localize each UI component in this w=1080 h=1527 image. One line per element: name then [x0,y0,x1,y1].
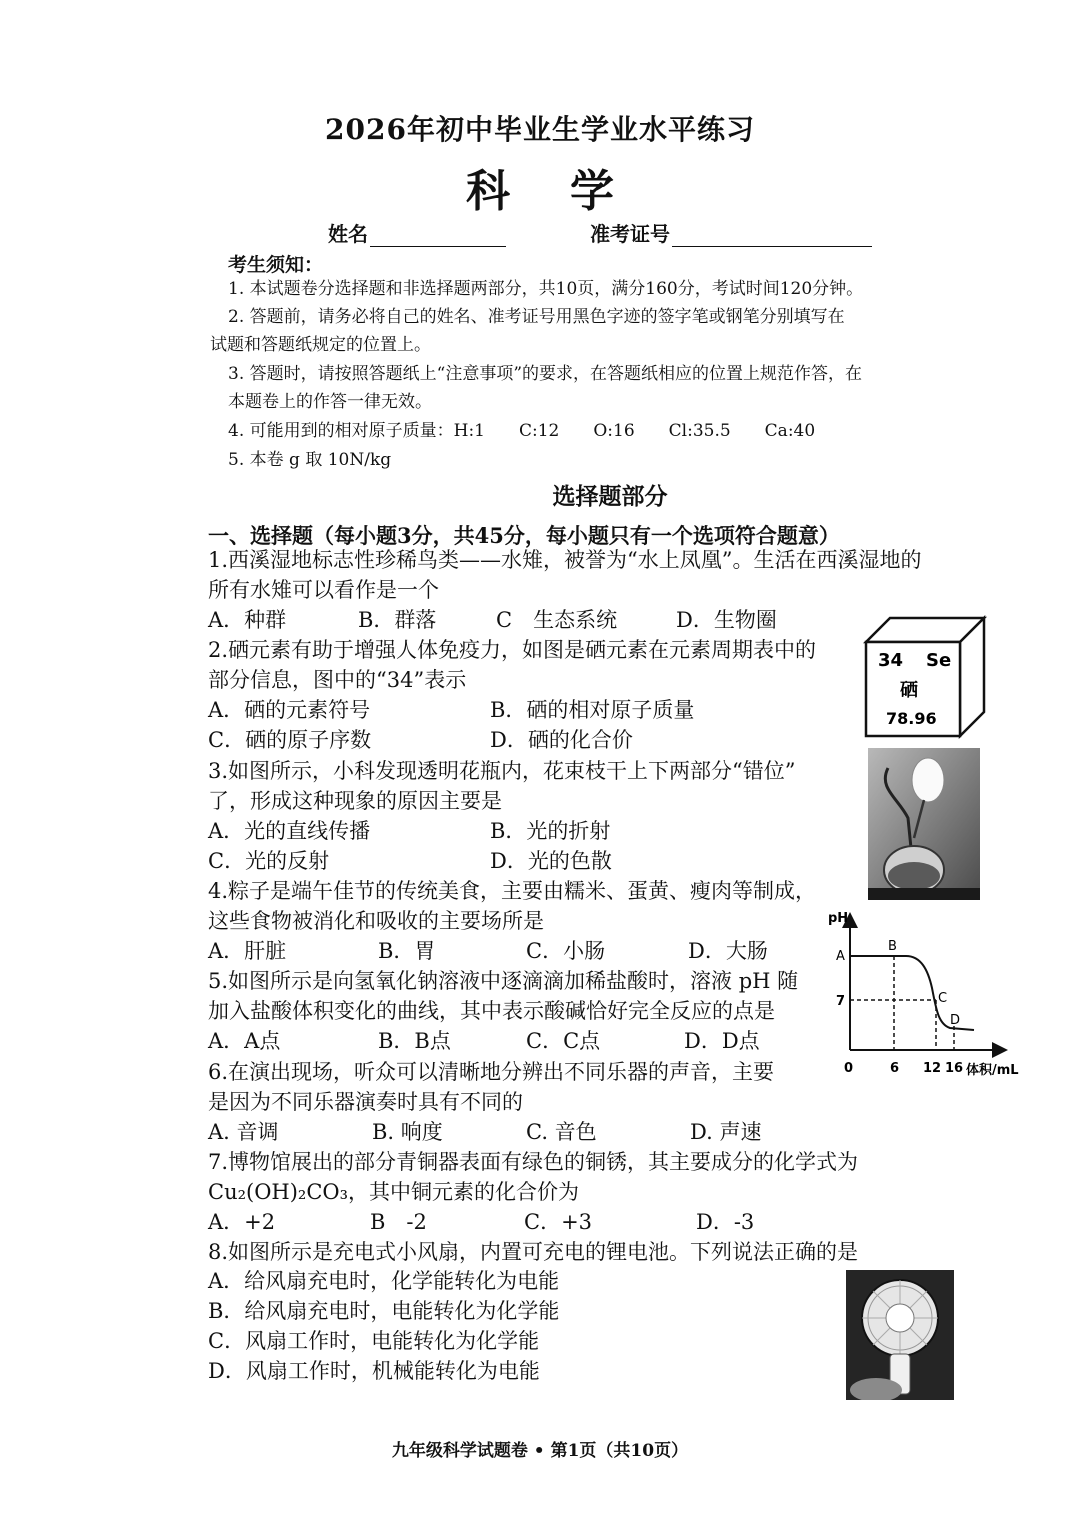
element-mass: 78.96 [886,709,937,728]
q4-option-d[interactable]: D．大肠 [688,939,768,963]
q4-option-a[interactable]: A．肝脏 [208,939,287,963]
q3-stem-cont: 了，形成这种现象的原因主要是 [208,789,502,813]
notice-item-2: 2. 答题前，请务必将自己的姓名、准考证号用黑色字迹的签字笔或钢笔分别填写在 [228,307,845,327]
q1-option-d[interactable]: D．生物圈 [676,608,777,632]
name-blank[interactable] [370,226,506,247]
point-d-label: D [950,1013,961,1028]
notice-item-1: 1. 本试题卷分选择题和非选择题两部分，共10页，满分160分，考试时间120分钟。 [228,279,864,299]
page-footer: 九年级科学试题卷 • 第1页（共10页） [391,1441,689,1461]
q6-option-b[interactable]: B. 响度 [372,1120,443,1144]
name-field [328,218,506,247]
y-axis-label: pH [828,911,849,926]
section-title: 选择题部分 [552,483,668,510]
q5-option-a[interactable]: A．A点 [208,1029,281,1053]
exam-id-blank[interactable] [672,226,872,247]
q3-option-a[interactable]: A．光的直线传播 [208,819,371,843]
origin-label: 0 [844,1061,854,1076]
q3-option-d[interactable]: D．光的色散 [490,849,612,873]
q3-option-b[interactable]: B．光的折射 [490,819,611,843]
q2-option-a[interactable]: A．硒的元素符号 [208,698,371,722]
q8-option-c[interactable]: C．风扇工作时，电能转化为化学能 [208,1329,540,1353]
q8-option-b[interactable]: B．给风扇充电时，电能转化为化学能 [208,1299,560,1323]
q2-option-d[interactable]: D．硒的化合价 [490,728,633,752]
point-a-label: A [836,949,845,964]
q6-option-d[interactable]: D. 声速 [690,1120,762,1144]
y-tick-7: 7 [836,994,846,1009]
notice-heading: 考生须知： [228,254,324,276]
point-b-label: B [888,939,897,954]
q1-option-c[interactable]: C 生态系统 [496,608,618,632]
q8-option-d[interactable]: D．风扇工作时，机械能转化为电能 [208,1359,540,1383]
exam-id-label: 准考证号 [590,222,670,246]
x-tick-6: 6 [890,1061,900,1076]
q5-stem: 5.如图所示是向氢氧化钠溶液中逐滴滴加稀盐酸时，溶液 pH 随 [208,969,799,993]
x-axis-label: 体积/mL [966,1063,1019,1078]
notice-item-2-cont: 试题和答题纸规定的位置上。 [210,335,431,355]
point-c-label: C [938,991,948,1006]
q5-stem-cont: 加入盐酸体积变化的曲线，其中表示酸碱恰好完全反应的点是 [208,999,775,1023]
exam-title: 2026年初中毕业生学业水平练习 [325,113,755,146]
q2-stem-cont: 部分信息，图中的“34”表示 [208,668,467,692]
q6-stem: 6.在演出现场，听众可以清晰地分辨出不同乐器的声音，主要 [208,1060,775,1084]
q5-option-d[interactable]: D．D点 [684,1029,760,1053]
q3-stem: 3.如图所示，小科发现透明花瓶内，花束枝干上下两部分“错位” [208,759,796,783]
q4-option-c[interactable]: C．小肠 [526,939,606,963]
q6-stem-cont: 是因为不同乐器演奏时具有不同的 [208,1090,523,1114]
q3-option-c[interactable]: C．光的反射 [208,849,330,873]
q7-stem: 7.博物馆展出的部分青铜器表面有绿色的铜锈，其主要成分的化学式为 [208,1150,859,1174]
q8-stem: 8.如图所示是充电式小风扇，内置可充电的锂电池。下列说法正确的是 [208,1240,859,1264]
q7-option-b[interactable]: B -2 [370,1210,427,1234]
q5-option-b[interactable]: B．B点 [378,1029,451,1053]
notice-item-3: 3. 答题时，请按照答题纸上“注意事项”的要求，在答题纸相应的位置上规范作答，在 [228,364,863,384]
rechargeable-fan-photo [846,1270,954,1400]
x-tick-16: 16 [945,1061,964,1076]
q1-option-b[interactable]: B．群落 [358,608,437,632]
element-name: 硒 [900,680,918,701]
q5-option-c[interactable]: C．C点 [526,1029,601,1053]
q6-option-c[interactable]: C. 音色 [526,1120,597,1144]
q6-option-a[interactable]: A. 音调 [208,1120,279,1144]
q4-option-b[interactable]: B．胃 [378,939,436,963]
notice-item-5: 5. 本卷 g 取 10N/kg [228,450,392,470]
notice-item-3-cont: 本题卷上的作答一律无效。 [228,392,432,412]
element-number: 34 [878,650,904,671]
name-label: 姓名 [328,222,368,246]
q1-stem: 1.西溪湿地标志性珍稀鸟类——水雉，被誉为“水上凤凰”。生活在西溪湿地的 [208,548,922,572]
q7-stem-cont: Cu₂(OH)₂CO₃，其中铜元素的化合价为 [208,1180,580,1204]
q4-stem-cont: 这些食物被消化和吸收的主要场所是 [208,909,544,933]
ph-curve-graph [826,908,1026,1080]
q8-option-a[interactable]: A．给风扇充电时，化学能转化为电能 [208,1269,560,1293]
x-tick-12: 12 [923,1061,942,1076]
flower-vase-photo [868,748,980,900]
q4-stem: 4.粽子是端午佳节的传统美食，主要由糯米、蛋黄、瘦肉等制成， [208,879,817,903]
part-title: 一、选择题（每小题3分，共45分，每小题只有一个选项符合题意） [208,523,840,548]
subject-title: 科学 [466,166,674,217]
q7-option-a[interactable]: A．+2 [208,1210,276,1234]
q2-option-b[interactable]: B．硒的相对原子质量 [490,698,695,722]
q1-stem-cont: 所有水雉可以看作是一个 [208,578,439,602]
q2-stem: 2.硒元素有助于增强人体免疫力，如图是硒元素在元素周期表中的 [208,638,817,662]
notice-item-4: 4. 可能用到的相对原子质量：H:1 C:12 O:16 Cl:35.5 Ca:40 [228,421,816,441]
q1-option-a[interactable]: A．种群 [208,608,287,632]
q7-option-d[interactable]: D．-3 [696,1210,755,1234]
q7-option-c[interactable]: C．+3 [524,1210,593,1234]
exam-id-field [590,218,872,247]
selenium-element-card [860,612,990,742]
element-symbol: Se [926,650,952,671]
q2-option-c[interactable]: C．硒的原子序数 [208,728,372,752]
